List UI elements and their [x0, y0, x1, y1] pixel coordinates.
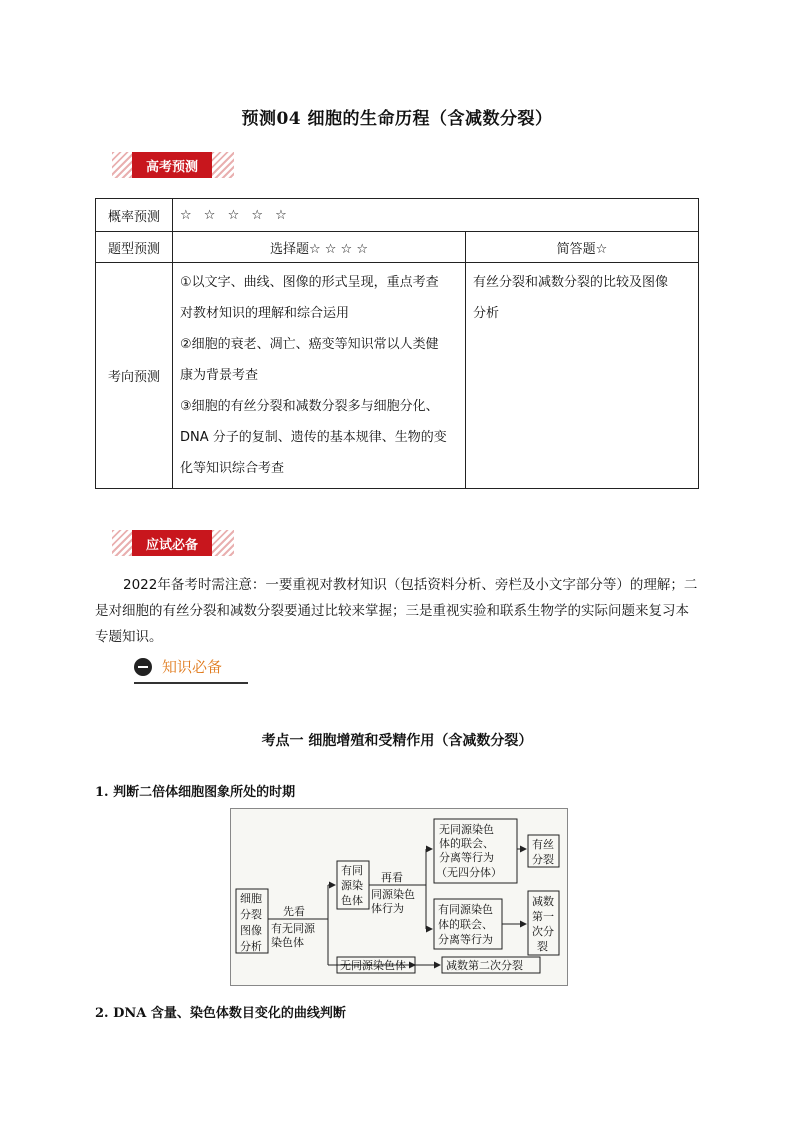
no-pairing-text: 无同源染色 — [439, 823, 494, 836]
pairing-text: 体的联会、 — [438, 918, 493, 931]
section-heading: 考点一 细胞增殖和受精作用（含减数分裂） — [261, 733, 533, 749]
pairing-text: 分离等行为 — [438, 933, 493, 946]
cell-line: 康为背景考查 — [180, 368, 259, 383]
subheading-1: 1. 判断二倍体细胞图象所处的时期 — [95, 785, 296, 800]
cell-line: DNA 分子的复制、遗传的基本规律、生物的变 — [180, 430, 447, 445]
behavior-label: 体行为 — [371, 902, 404, 915]
no-pairing-text: 分离等行为 — [439, 851, 494, 864]
start-text: 图像 — [240, 924, 262, 937]
prediction-table — [95, 198, 699, 489]
cell-line: 化等知识综合考查 — [180, 461, 285, 476]
table-row — [96, 199, 699, 232]
prepare-banner — [112, 530, 234, 556]
has-homologous-text: 源染 — [341, 879, 363, 892]
knowledge-heading — [134, 656, 248, 684]
banner-stripes — [112, 530, 132, 556]
meiosis1-text: 次分 — [532, 925, 554, 938]
no-pairing-text: 体的联会、 — [439, 837, 494, 850]
start-text: 分析 — [240, 940, 262, 953]
behavior-label: 同源染色 — [371, 888, 415, 901]
meiosis1-text: 裂 — [537, 940, 548, 953]
direction-right-cell — [466, 263, 699, 489]
mitosis-text: 有丝 — [532, 838, 554, 851]
row-label: 考向预测 — [96, 263, 173, 489]
no-pairing-text: （无四分体） — [436, 866, 502, 879]
meiosis1-text: 第一 — [532, 910, 554, 923]
page-title: 预测04 细胞的生命历程（含减数分裂） — [241, 109, 553, 129]
banner-stripes — [212, 152, 234, 178]
cell-line: 分析 — [473, 306, 500, 321]
cell-line: 对教材知识的理解和综合运用 — [180, 306, 350, 321]
intro-paragraph: 2022年备考时需注意：一要重视对教材知识（包括资料分析、旁栏及小文字部分等）的理解；二是对细胞的有丝分裂和减数分裂要通过比较来掌握；三是重视实验和联系生物学的实际问题来复习本专题知识。 — [95, 577, 698, 645]
cell-line: ①以文字、曲线、图像的形式呈现，重点考查 — [180, 275, 439, 290]
forecast-banner-label: 高考预测 — [132, 152, 212, 178]
no-homologous-text: 无同源染色体 — [340, 959, 406, 972]
first-look-label: 先看 — [283, 905, 305, 918]
has-homologous-text: 有同 — [341, 864, 363, 877]
table-row — [96, 232, 699, 263]
meiosis1-text: 减数 — [532, 895, 554, 908]
direction-cell — [173, 263, 466, 489]
table-row — [96, 263, 699, 489]
choice-question-cell: 选择题☆ ☆ ☆ ☆ — [173, 232, 466, 263]
banner-stripes — [112, 152, 132, 178]
minus-circle-icon — [134, 658, 152, 676]
meiosis2-text: 减数第二次分裂 — [446, 959, 523, 972]
cell-line: ③细胞的有丝分裂和减数分裂多与细胞分化、 — [180, 399, 439, 414]
has-none-label: 有无同源 — [271, 922, 315, 935]
flow-diagram — [230, 808, 568, 986]
forecast-banner — [112, 152, 234, 178]
probability-stars: ☆ ☆ ☆ ☆ ☆ — [173, 199, 699, 232]
banner-stripes — [212, 530, 234, 556]
has-none-label: 染色体 — [271, 936, 304, 949]
prepare-banner-label: 应试必备 — [132, 530, 212, 556]
subheading-2: 2. DNA 含量、染色体数目变化的曲线判断 — [95, 1006, 346, 1021]
knowledge-label: 知识必备 — [162, 658, 223, 676]
mitosis-text: 分裂 — [532, 853, 554, 866]
short-answer-cell: 简答题☆ — [466, 232, 699, 263]
then-look-label: 再看 — [381, 871, 403, 884]
pairing-text: 有同源染色 — [438, 903, 493, 916]
row-label: 概率预测 — [96, 199, 173, 232]
start-text: 分裂 — [240, 908, 262, 921]
row-label: 题型预测 — [96, 232, 173, 263]
cell-line: 有丝分裂和减数分裂的比较及图像 — [473, 275, 669, 290]
start-text: 细胞 — [240, 892, 262, 905]
has-homologous-text: 色体 — [341, 894, 363, 907]
cell-line: ②细胞的衰老、凋亡、癌变等知识常以人类健 — [180, 337, 439, 352]
